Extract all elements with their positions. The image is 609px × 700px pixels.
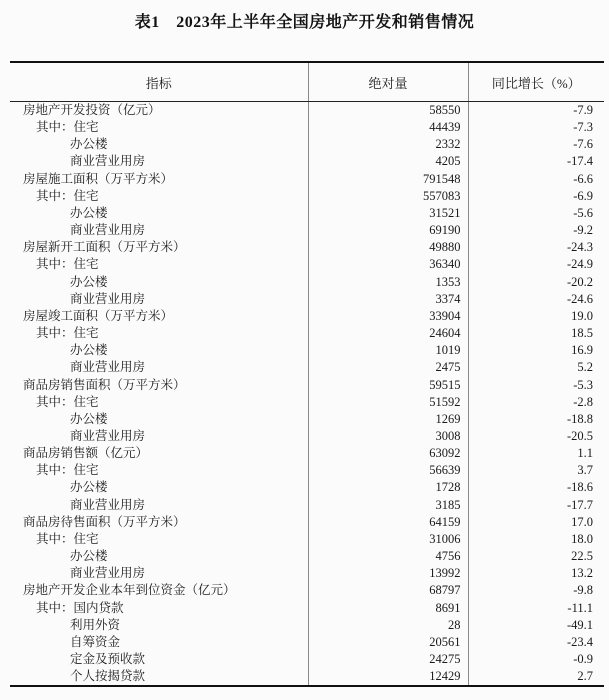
row-absolute-value: 1353: [308, 274, 468, 291]
table-row: [10, 462, 604, 479]
table-row: [10, 188, 604, 205]
row-growth-value: 3.7: [468, 462, 604, 479]
table-row: [10, 617, 604, 634]
table-row: [10, 531, 604, 548]
row-growth-value: 1.1: [468, 445, 604, 462]
row-growth-value: -6.9: [468, 188, 604, 205]
table-body: [10, 102, 604, 687]
row-label: 房屋施工面积（万平方米）: [23, 171, 174, 186]
row-growth-value: -2.8: [468, 394, 604, 411]
row-growth-value: -24.3: [468, 239, 604, 256]
row-label: 定金及预收款: [70, 652, 146, 666]
table-row: [10, 308, 604, 325]
row-label: 其中：住宅: [36, 463, 99, 478]
row-absolute-value: 1019: [308, 342, 468, 359]
row-growth-value: -5.6: [468, 205, 604, 222]
row-growth-value: 5.2: [468, 359, 604, 376]
table-row: [10, 205, 604, 222]
row-label: 其中：住宅: [36, 188, 99, 203]
row-absolute-value: 1269: [308, 411, 468, 428]
column-header-growth: 同比增长（%）: [468, 62, 604, 102]
row-growth-value: -20.2: [468, 274, 604, 291]
row-absolute-value: 69190: [308, 222, 468, 239]
row-growth-value: -9.8: [468, 582, 604, 599]
column-header-indicator: 指标: [10, 62, 308, 102]
row-absolute-value: 49880: [308, 239, 468, 256]
table-row: [10, 565, 604, 582]
row-growth-value: -24.9: [468, 256, 604, 273]
table-row: [10, 479, 604, 496]
row-label: 房地产开发企业本年到位资金（亿元）: [23, 583, 236, 598]
row-absolute-value: 28: [308, 617, 468, 634]
row-label: 其中：住宅: [36, 394, 99, 409]
row-absolute-value: 12429: [308, 668, 468, 686]
table-row: [10, 136, 604, 153]
row-growth-value: 22.5: [468, 548, 604, 565]
row-label: 个人按揭贷款: [70, 669, 146, 684]
row-growth-value: -24.6: [468, 291, 604, 308]
table-row: [10, 514, 604, 531]
row-label: 办公楼: [70, 205, 108, 220]
table-row: [10, 582, 604, 599]
row-growth-value: -7.9: [468, 102, 604, 120]
table-row: [10, 256, 604, 273]
row-growth-value: -18.6: [468, 479, 604, 496]
row-absolute-value: 3185: [308, 497, 468, 514]
row-absolute-value: 36340: [308, 256, 468, 273]
row-absolute-value: 51592: [308, 394, 468, 411]
row-label: 办公楼: [70, 137, 108, 152]
row-label: 办公楼: [70, 274, 108, 289]
row-label: 商业营业用房: [70, 291, 146, 306]
table-row: [10, 239, 604, 256]
stats-table: [10, 61, 604, 687]
row-growth-value: 13.2: [468, 565, 604, 582]
table-row: [10, 291, 604, 308]
table-row: [10, 377, 604, 394]
row-absolute-value: 64159: [308, 514, 468, 531]
row-absolute-value: 33904: [308, 308, 468, 325]
row-label: 商品房销售面积（万平方米）: [23, 377, 186, 392]
row-label: 商业营业用房: [70, 497, 146, 512]
row-growth-value: -20.5: [468, 428, 604, 445]
row-growth-value: 18.5: [468, 325, 604, 342]
row-absolute-value: 63092: [308, 445, 468, 462]
row-label: 其中：住宅: [36, 531, 99, 546]
row-label: 商品房待售面积（万平方米）: [23, 514, 186, 529]
row-growth-value: 17.0: [468, 514, 604, 531]
row-absolute-value: 3008: [308, 428, 468, 445]
row-label: 办公楼: [70, 411, 108, 426]
row-growth-value: 18.0: [468, 531, 604, 548]
row-label: 其中：住宅: [36, 326, 99, 341]
row-growth-value: -23.4: [468, 634, 604, 651]
row-absolute-value: 2332: [308, 136, 468, 153]
row-absolute-value: 20561: [308, 634, 468, 651]
row-label: 商品房销售额（亿元）: [23, 446, 149, 461]
table-row: [10, 342, 604, 359]
row-growth-value: -7.3: [468, 119, 604, 136]
table-title: 表1 2023年上半年全国房地产开发和销售情况: [134, 14, 475, 31]
row-label: 房屋竣工面积（万平方米）: [23, 308, 174, 323]
table-row: [10, 359, 604, 376]
row-absolute-value: 2475: [308, 359, 468, 376]
row-label: 办公楼: [70, 343, 108, 358]
table-row: [10, 102, 604, 120]
row-growth-value: 2.7: [468, 668, 604, 686]
stats-table-container: [10, 61, 604, 687]
header-row: [10, 62, 604, 102]
row-label: 利用外资: [70, 617, 121, 632]
row-growth-value: -6.6: [468, 171, 604, 188]
row-growth-value: -7.6: [468, 136, 604, 153]
row-growth-value: -5.3: [468, 377, 604, 394]
row-label: 办公楼: [70, 549, 108, 564]
table-row: [10, 325, 604, 342]
table-row: [10, 497, 604, 514]
table-row: [10, 668, 604, 686]
row-label: 房屋新开工面积（万平方米）: [23, 240, 186, 255]
row-absolute-value: 13992: [308, 565, 468, 582]
table-row: [10, 445, 604, 462]
row-label: 其中：住宅: [36, 257, 99, 272]
row-absolute-value: 557083: [308, 188, 468, 205]
row-absolute-value: 1728: [308, 479, 468, 496]
row-absolute-value: 68797: [308, 582, 468, 599]
row-label: 商业营业用房: [70, 566, 146, 581]
row-absolute-value: 59515: [308, 377, 468, 394]
row-label: 商业营业用房: [70, 154, 146, 169]
row-absolute-value: 8691: [308, 600, 468, 617]
row-absolute-value: 24275: [308, 651, 468, 668]
row-label: 自筹资金: [70, 634, 121, 649]
table-row: [10, 119, 604, 136]
row-label: 商业营业用房: [70, 428, 146, 443]
table-row: [10, 548, 604, 565]
row-growth-value: -17.4: [468, 153, 604, 170]
row-absolute-value: 3374: [308, 291, 468, 308]
row-growth-value: 16.9: [468, 342, 604, 359]
row-growth-value: -17.7: [468, 497, 604, 514]
row-growth-value: -49.1: [468, 617, 604, 634]
table-row: [10, 394, 604, 411]
table-row: [10, 428, 604, 445]
table-row: [10, 171, 604, 188]
row-label: 其中：住宅: [36, 120, 99, 135]
row-absolute-value: 31006: [308, 531, 468, 548]
row-growth-value: -11.1: [468, 600, 604, 617]
row-label: 商业营业用房: [70, 360, 146, 375]
table-row: [10, 153, 604, 170]
table-row: [10, 651, 604, 668]
table-row: [10, 274, 604, 291]
table-row: [10, 411, 604, 428]
row-growth-value: -0.9: [468, 651, 604, 668]
table-row: [10, 222, 604, 239]
row-label: 办公楼: [70, 480, 108, 495]
row-label: 房地产开发投资（亿元）: [23, 103, 161, 117]
row-label: 商业营业用房: [70, 223, 146, 238]
table-row: [10, 600, 604, 617]
table-row: [10, 634, 604, 651]
row-absolute-value: 58550: [308, 102, 468, 120]
row-growth-value: -18.8: [468, 411, 604, 428]
row-absolute-value: 44439: [308, 119, 468, 136]
row-label: 其中：国内贷款: [36, 600, 124, 615]
row-absolute-value: 56639: [308, 462, 468, 479]
column-header-absolute: 绝对量: [308, 62, 468, 102]
row-absolute-value: 4205: [308, 153, 468, 170]
row-growth-value: 19.0: [468, 308, 604, 325]
row-absolute-value: 791548: [308, 171, 468, 188]
row-growth-value: -9.2: [468, 222, 604, 239]
row-absolute-value: 24604: [308, 325, 468, 342]
row-absolute-value: 31521: [308, 205, 468, 222]
row-absolute-value: 4756: [308, 548, 468, 565]
